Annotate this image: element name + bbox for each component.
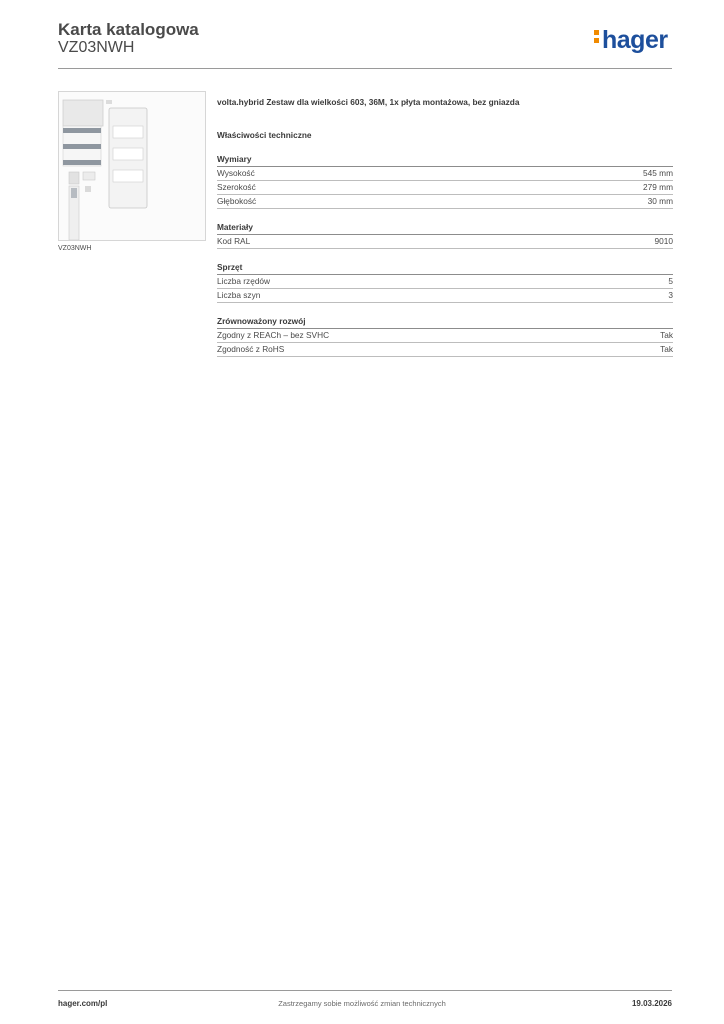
spec-row <box>217 167 673 181</box>
spec-row <box>217 195 673 209</box>
spec-value: 5 <box>668 276 673 286</box>
spec-label: Szerokość <box>217 182 256 192</box>
spec-row <box>217 275 673 289</box>
logo-dots-icon <box>594 27 600 46</box>
spec-row <box>217 181 673 195</box>
page-title: Karta katalogowa <box>58 20 199 39</box>
product-details <box>217 97 673 357</box>
spec-section-title: Zrównoważony rozwój <box>217 316 673 329</box>
hager-logo <box>594 27 668 53</box>
spec-section <box>217 154 673 209</box>
spec-section-title: Wymiary <box>217 154 673 167</box>
spec-value: 30 mm <box>647 196 673 206</box>
spec-section <box>217 222 673 249</box>
spec-value: Tak <box>660 344 673 354</box>
spec-label: Zgodność z RoHS <box>217 344 285 354</box>
spec-value: 9010 <box>654 236 673 246</box>
spec-section <box>217 262 673 303</box>
footer-divider <box>58 990 672 991</box>
spec-sections <box>217 154 673 357</box>
logo-text: hager <box>602 26 668 54</box>
image-caption: VZ03NWH <box>58 245 92 252</box>
spec-section <box>217 316 673 357</box>
spec-label: Głębokość <box>217 196 257 206</box>
spec-value: 3 <box>668 290 673 300</box>
technical-properties-heading: Właściwości techniczne <box>217 130 312 140</box>
spec-section-title: Sprzęt <box>217 262 673 275</box>
spec-row <box>217 329 673 343</box>
spec-label: Liczba szyn <box>217 290 261 300</box>
footer-disclaimer: Zastrzegamy sobie możliwość zmian technicznych <box>278 999 446 1008</box>
spec-label: Kod RAL <box>217 236 251 246</box>
spec-value: 545 mm <box>643 168 673 178</box>
spec-row <box>217 235 673 249</box>
product-illustration-icon <box>59 92 205 240</box>
spec-value: Tak <box>660 330 673 340</box>
spec-row <box>217 289 673 303</box>
spec-section-title: Materiały <box>217 222 673 235</box>
product-title: volta.hybrid Zestaw dla wielkości 603, 36M, 1x płyta montażowa, bez gniazda <box>217 97 520 107</box>
spec-label: Zgodny z REACh – bez SVHC <box>217 330 330 340</box>
spec-row <box>217 343 673 357</box>
footer-date: 19.03.2026 <box>631 999 672 1008</box>
spec-value: 279 mm <box>643 182 673 192</box>
footer-website-link[interactable]: hager.com/pl <box>58 999 108 1008</box>
spec-label: Wysokość <box>217 168 255 178</box>
product-code: VZ03NWH <box>58 39 135 56</box>
product-image <box>58 91 206 241</box>
header-divider <box>58 68 672 69</box>
spec-label: Liczba rzędów <box>217 276 271 286</box>
